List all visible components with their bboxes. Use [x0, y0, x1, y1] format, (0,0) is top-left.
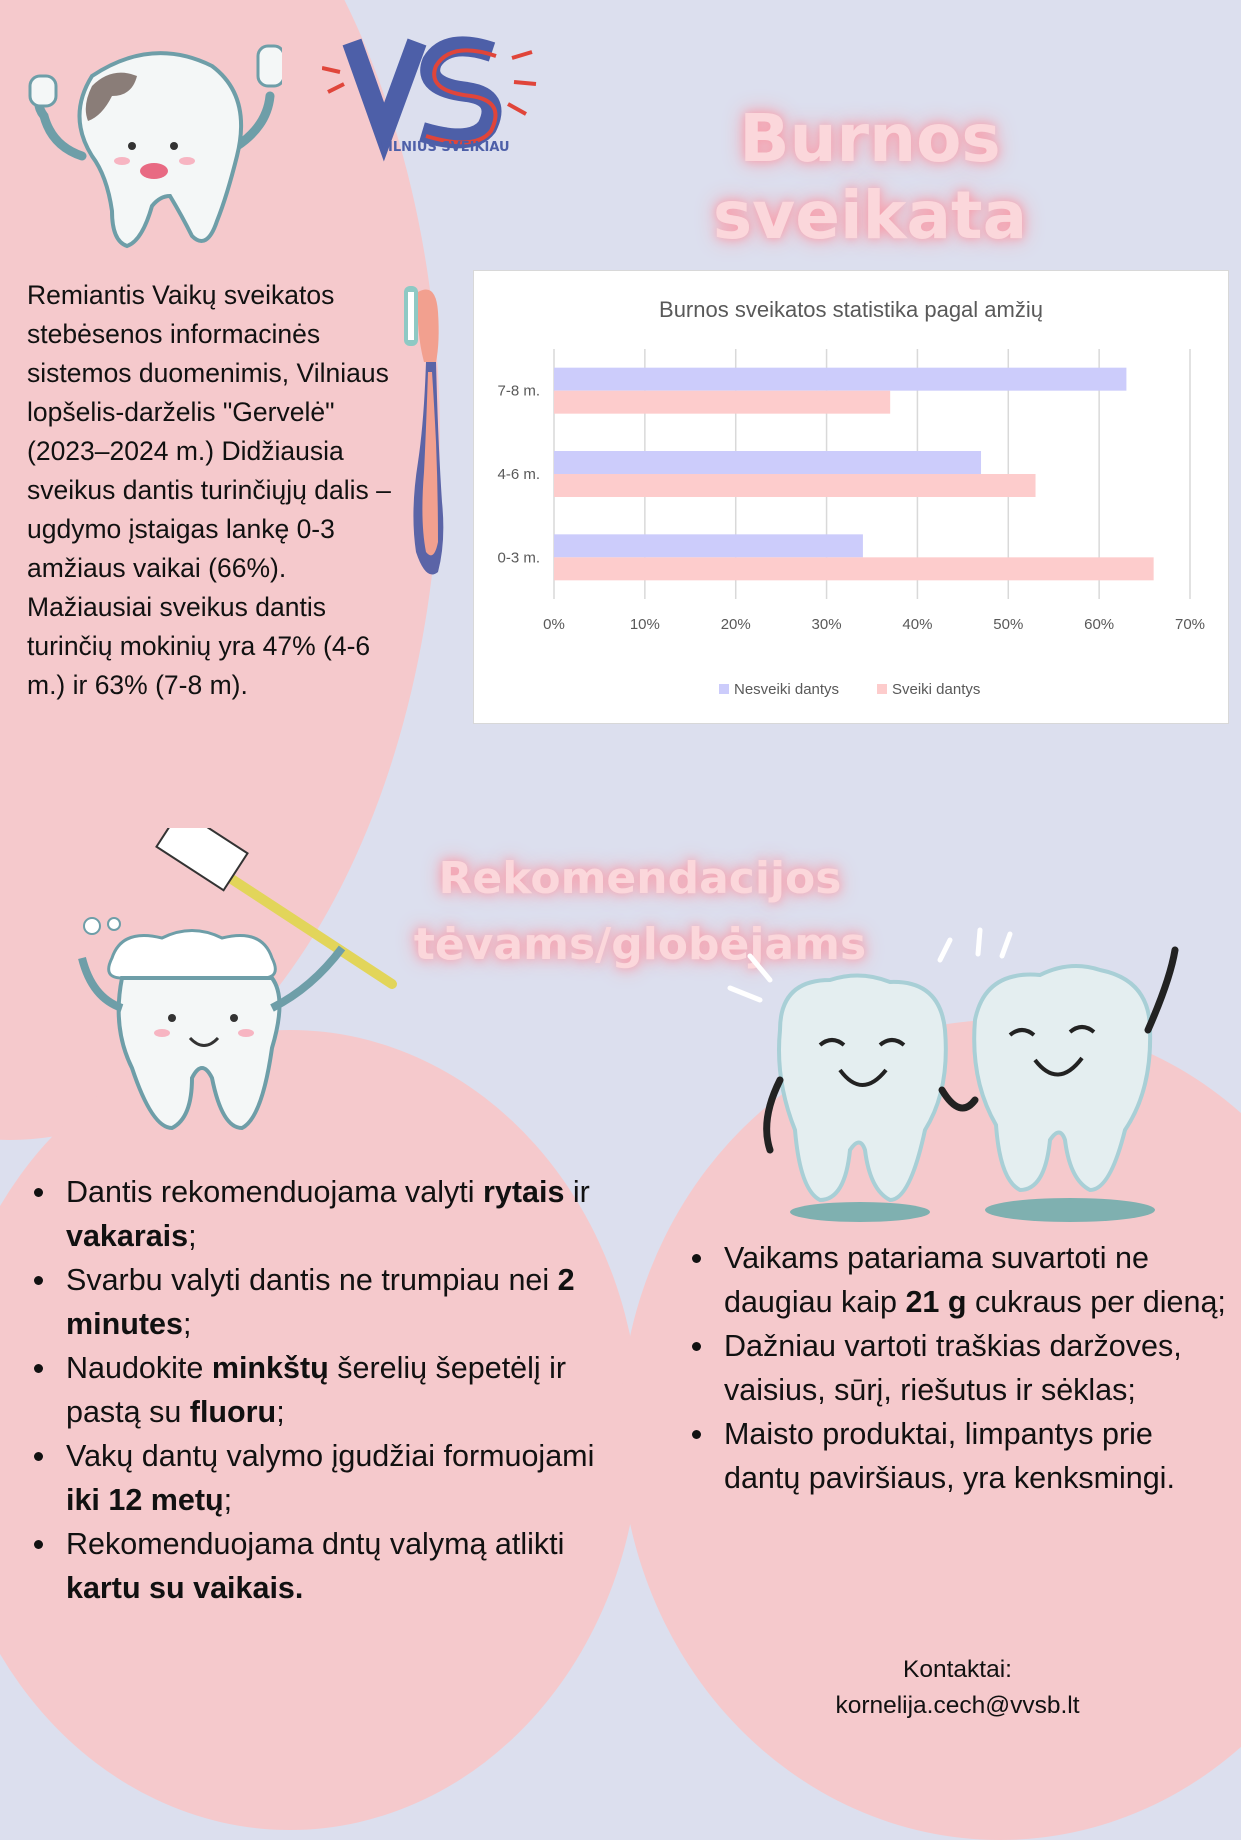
emphasis-text: 2 minutes	[66, 1263, 575, 1341]
bar	[554, 557, 1154, 580]
x-tick-label: 70%	[1174, 616, 1206, 633]
x-tick-label: 0%	[543, 616, 565, 633]
emphasis-text: vakarais	[66, 1219, 189, 1253]
happy-teeth-icon	[720, 920, 1220, 1230]
emphasis-text: rytais	[483, 1175, 565, 1209]
logo-text: VILNIUS SVEIKIAU	[378, 140, 510, 155]
bar-chart	[474, 271, 1228, 723]
left-item	[28, 1522, 608, 1610]
left-item	[28, 1346, 608, 1434]
legend-label: Nesveiki dantys	[734, 681, 840, 698]
left-item	[28, 1258, 608, 1346]
list-text: ;	[188, 1219, 197, 1253]
x-tick-label: 30%	[811, 616, 842, 633]
legend-swatch	[877, 684, 887, 694]
recommendations-title-line1: Rekomendacijos	[438, 853, 842, 904]
list-text: ;	[276, 1395, 285, 1429]
list-text: Rekomenduojama dntų valymą atlikti	[66, 1527, 565, 1561]
y-category-label: 4-6 m.	[497, 466, 540, 483]
recommendations-list-left	[28, 1170, 608, 1610]
list-text: cukraus per dieną;	[966, 1285, 1226, 1319]
contacts-email[interactable]: kornelija.cech@vvsb.lt	[835, 1692, 1080, 1719]
recommendations-list-right	[686, 1236, 1226, 1500]
list-text: šerelių šepetėlį ir pastą su	[66, 1351, 567, 1429]
y-category-label: 7-8 m.	[497, 382, 540, 400]
chart-title: Burnos sveikatos statistika pagal amžių	[659, 297, 1043, 322]
right-item	[686, 1412, 1226, 1500]
tooth-waving-icon	[22, 36, 282, 252]
list-text: Vakų dantų valymo įgudžiai formuojami	[66, 1439, 595, 1473]
x-tick-label: 60%	[1084, 616, 1115, 633]
legend-swatch	[719, 684, 729, 694]
x-tick-label: 40%	[902, 616, 933, 633]
x-tick-label: 50%	[993, 616, 1024, 633]
list-text: Dantis rekomenduojama valyti	[66, 1175, 484, 1209]
emphasis-text: 21 g	[905, 1285, 967, 1319]
emphasis-text: fluoru	[189, 1395, 277, 1429]
emphasis-text: minkštų	[211, 1351, 329, 1385]
right-item	[686, 1324, 1226, 1412]
bar	[554, 474, 1036, 497]
contacts-label: Kontaktai:	[903, 1656, 1012, 1683]
list-text: Svarbu valyti dantis ne trumpiau nei	[66, 1263, 558, 1297]
bar	[554, 534, 863, 557]
emphasis-text: kartu su vaikais.	[66, 1571, 304, 1605]
list-text: ir	[564, 1175, 590, 1209]
legend-label: Sveiki dantys	[892, 681, 981, 698]
bar	[554, 451, 981, 474]
left-item	[28, 1170, 608, 1258]
list-text: Dažniau vartoti traškias daržoves, vaisius, sūrį, riešutus ir sėklas;	[724, 1329, 1182, 1407]
x-tick-label: 10%	[629, 616, 660, 633]
contacts	[800, 1652, 1115, 1724]
chart-card	[473, 270, 1229, 724]
list-text: Maisto produktai, limpantys prie dantų paviršiaus, yra kenksmingi.	[724, 1417, 1175, 1495]
left-item	[28, 1434, 608, 1522]
list-text: Naudokite	[66, 1351, 212, 1385]
bar	[554, 391, 890, 414]
right-item	[686, 1236, 1226, 1324]
y-category-label: 0-3 m.	[497, 549, 540, 567]
x-tick-label: 20%	[720, 616, 751, 633]
intro-paragraph: Remiantis Vaikų sveikatos stebėsenos informacinės sistemos duomenimis, Vilniaus lopšelis-darželis "Gervelė" (2023–2024 m.) Didžiausia sveikus dantis turinčiųjų dalis – ugdymo įstaigas lankę 0-3 amžiaus vaikai (66%). Mažiausiai sveikus dantis turinčių mokinių yra 47% (4-6 m.) ir 63% (7-8 m).	[27, 280, 391, 700]
recommendations-title-line2: tėvams/globėjams	[413, 919, 867, 970]
emphasis-text: iki 12 metų	[66, 1483, 224, 1517]
bar	[554, 368, 1126, 391]
page-title: Burnos sveikata	[712, 100, 1028, 254]
toothbrush-icon	[396, 282, 466, 592]
list-text: ;	[182, 1307, 192, 1341]
list-text: Vaikams patariama suvartoti ne daugiau kaip	[724, 1241, 1149, 1319]
list-text: ;	[223, 1483, 233, 1517]
